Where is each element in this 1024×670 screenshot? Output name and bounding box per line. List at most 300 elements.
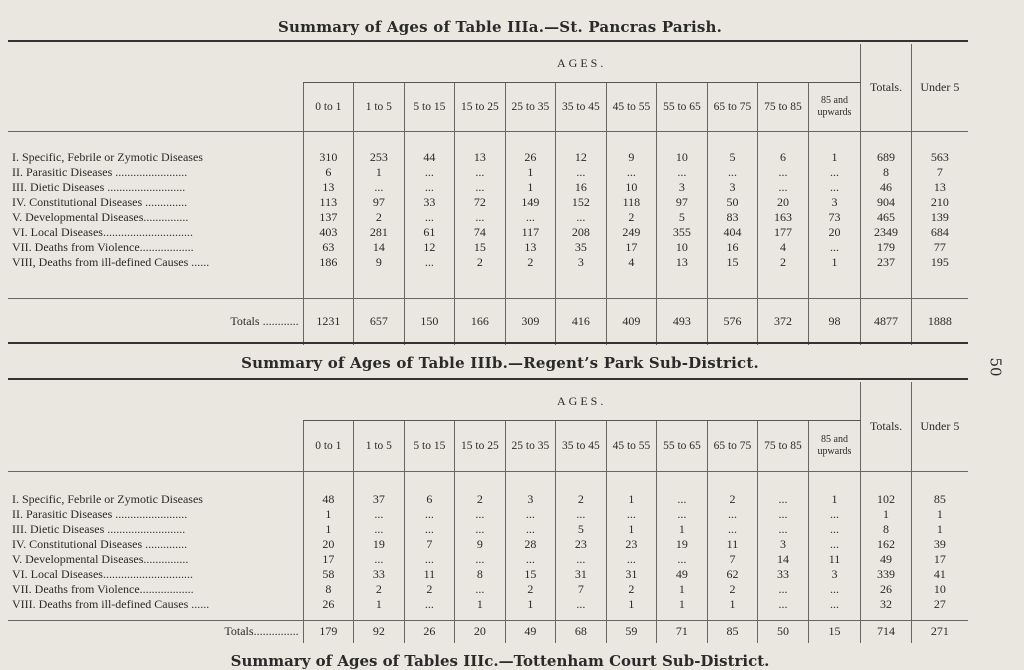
table-cell: ... — [404, 180, 455, 195]
age-column-header: 35 to 45 — [556, 421, 607, 472]
table-row — [8, 582, 968, 597]
table-row — [8, 150, 968, 165]
row-label: I. Specific, Febrile or Zymotic Diseases — [12, 149, 203, 164]
table-cell: ... — [808, 522, 861, 537]
table-cell: ... — [404, 507, 455, 522]
totals-cell: 179 — [303, 620, 354, 643]
table-cell: 2 — [455, 492, 506, 507]
table-row — [8, 255, 968, 270]
ages-header: AGES. — [303, 382, 861, 421]
table-cell: 1 — [657, 582, 708, 597]
table-cell: 20 — [303, 537, 354, 552]
age-column-header: 1 to 5 — [354, 83, 405, 132]
table-b — [8, 382, 968, 643]
table-cell: ... — [657, 492, 708, 507]
table-cell: 2 — [758, 255, 809, 270]
age-column-header: 45 to 55 — [606, 83, 657, 132]
totals-cell: 372 — [758, 298, 809, 345]
table-cell: 7 — [404, 537, 455, 552]
table-cell: 186 — [303, 255, 354, 270]
table-cell: 1 — [707, 597, 758, 612]
table-cell: ... — [758, 180, 809, 195]
table-cell: ... — [455, 522, 506, 537]
table-cell: 1 — [911, 522, 968, 537]
table-cell: 20 — [808, 225, 861, 240]
table-cell: 3 — [657, 180, 708, 195]
table-cell: 50 — [707, 195, 758, 210]
totals-cell: 714 — [861, 620, 912, 643]
table-cell: 2 — [556, 492, 607, 507]
table-cell: ... — [455, 582, 506, 597]
table-cell: 162 — [861, 537, 912, 552]
table-cell: ... — [505, 507, 556, 522]
table-cell: 26 — [303, 597, 354, 612]
table-cell: 7 — [556, 582, 607, 597]
table-cell: ... — [808, 537, 861, 552]
table-cell: 237 — [861, 255, 912, 270]
table-cell: 73 — [808, 210, 861, 225]
table-cell: 20 — [758, 195, 809, 210]
table-cell: 5 — [657, 210, 708, 225]
next-table-title: Summary of Ages of Tables IIIc.—Tottenham Court Sub-District. — [230, 652, 770, 670]
table-cell: 85 — [911, 492, 968, 507]
table-cell: ... — [505, 552, 556, 567]
table-cell: 16 — [556, 180, 607, 195]
table-cell: 23 — [606, 537, 657, 552]
age-column-header: 55 to 65 — [657, 421, 708, 472]
table-cell: 7 — [707, 552, 758, 567]
table-cell: 35 — [556, 240, 607, 255]
table-cell: 2 — [455, 255, 506, 270]
totals-row — [8, 298, 968, 345]
table-cell: 16 — [707, 240, 758, 255]
totals-cell: 416 — [556, 298, 607, 345]
table-cell: ... — [758, 597, 809, 612]
table-cell: 281 — [354, 225, 405, 240]
table-cell: 684 — [911, 225, 968, 240]
table-cell: 118 — [606, 195, 657, 210]
table-row — [8, 492, 968, 507]
table-cell: ... — [505, 210, 556, 225]
table-cell: ... — [808, 180, 861, 195]
table-cell: 10 — [911, 582, 968, 597]
totals-cell: 166 — [455, 298, 506, 345]
age-column-header: 15 to 25 — [455, 421, 506, 472]
table-cell: 1 — [505, 180, 556, 195]
table-cell: 14 — [758, 552, 809, 567]
totals-cell: 1231 — [303, 298, 354, 345]
table-cell: 2 — [606, 210, 657, 225]
table-cell: 1 — [354, 597, 405, 612]
totals-cell: 493 — [657, 298, 708, 345]
table-cell: 2 — [606, 582, 657, 597]
table-cell: 27 — [911, 597, 968, 612]
totals-cell: 50 — [758, 620, 809, 643]
totals-cell: 98 — [808, 298, 861, 345]
table-cell: ... — [404, 255, 455, 270]
table-cell: 13 — [911, 180, 968, 195]
row-label: VIII, Deaths from ill-defined Causes ...... — [12, 254, 210, 269]
row-label: VI. Local Diseases.............................. — [12, 566, 193, 581]
totals-label: Totals............... — [8, 620, 303, 643]
age-column-header: 5 to 15 — [404, 83, 455, 132]
table-cell: 3 — [707, 180, 758, 195]
table-cell: ... — [707, 522, 758, 537]
row-label: III. Dietic Diseases .......................... — [12, 521, 186, 536]
row-label: IV. Constitutional Diseases .............. — [12, 536, 188, 551]
table-cell: 1 — [303, 522, 354, 537]
table-cell: ... — [657, 552, 708, 567]
age-column-header: 65 to 75 — [707, 83, 758, 132]
table-cell: ... — [758, 165, 809, 180]
table-cell: ... — [556, 597, 607, 612]
table-row — [8, 210, 968, 225]
table-cell: 163 — [758, 210, 809, 225]
row-label: VII. Deaths from Violence.................. — [12, 581, 194, 596]
table-cell: 15 — [455, 240, 506, 255]
totals-cell: 49 — [505, 620, 556, 643]
totals-cell: 26 — [404, 620, 455, 643]
table-cell: ... — [455, 552, 506, 567]
table-cell: 41 — [911, 567, 968, 582]
table-cell: ... — [556, 210, 607, 225]
table-cell: 563 — [911, 150, 968, 165]
table-cell: 7 — [911, 165, 968, 180]
table-cell: ... — [404, 522, 455, 537]
table-row — [8, 180, 968, 195]
table-cell: 6 — [758, 150, 809, 165]
table-cell: 2349 — [861, 225, 912, 240]
table-cell: 14 — [354, 240, 405, 255]
table-cell: ... — [808, 597, 861, 612]
table-cell: 62 — [707, 567, 758, 582]
table-cell: 149 — [505, 195, 556, 210]
table-a — [8, 44, 968, 345]
table-cell: 253 — [354, 150, 405, 165]
table-cell: 49 — [657, 567, 708, 582]
table-cell: 2 — [354, 210, 405, 225]
table-cell: 1 — [505, 165, 556, 180]
table-cell: 5 — [556, 522, 607, 537]
table-cell: 1 — [606, 597, 657, 612]
totals-cell: 576 — [707, 298, 758, 345]
table-cell: 2 — [354, 582, 405, 597]
table-cell: ... — [758, 582, 809, 597]
totals-cell: 409 — [606, 298, 657, 345]
table-cell: ... — [606, 552, 657, 567]
table-cell: 339 — [861, 567, 912, 582]
table-cell: ... — [556, 165, 607, 180]
table-cell: 4 — [758, 240, 809, 255]
table-cell: 23 — [556, 537, 607, 552]
table-cell: ... — [707, 507, 758, 522]
table-cell: 17 — [911, 552, 968, 567]
row-label: VII. Deaths from Violence.................. — [12, 239, 194, 254]
age-column-header: 75 to 85 — [758, 83, 809, 132]
table-cell: 152 — [556, 195, 607, 210]
under-5-column-header: Under 5 — [911, 44, 968, 131]
table-row — [8, 165, 968, 180]
table-cell: ... — [404, 597, 455, 612]
table-cell: 26 — [861, 582, 912, 597]
row-label: II. Parasitic Diseases ........................ — [12, 164, 188, 179]
age-column-header: 15 to 25 — [455, 83, 506, 132]
age-column-header: 25 to 35 — [505, 83, 556, 132]
table-cell: 61 — [404, 225, 455, 240]
table-cell: 13 — [455, 150, 506, 165]
table-cell: 9 — [455, 537, 506, 552]
totals-cell: 271 — [911, 620, 968, 643]
table-cell: 10 — [657, 240, 708, 255]
age-column-header: 0 to 1 — [303, 421, 354, 472]
table-row — [8, 507, 968, 522]
table-cell: ... — [758, 507, 809, 522]
table-cell: 83 — [707, 210, 758, 225]
table-cell: 15 — [505, 567, 556, 582]
table-cell: 1 — [606, 522, 657, 537]
table-cell: 102 — [861, 492, 912, 507]
table-cell: 74 — [455, 225, 506, 240]
table-cell: ... — [404, 552, 455, 567]
table-cell: ... — [455, 165, 506, 180]
row-label: V. Developmental Diseases............... — [12, 209, 189, 224]
table-cell: 10 — [606, 180, 657, 195]
table-cell: 3 — [556, 255, 607, 270]
table-cell: 12 — [556, 150, 607, 165]
table-cell: 31 — [606, 567, 657, 582]
table-row — [8, 195, 968, 210]
age-column-header: 5 to 15 — [404, 421, 455, 472]
table-cell: ... — [606, 165, 657, 180]
table-b-title: Summary of Ages of Table IIIb.—Regent’s Park Sub-District. — [241, 354, 759, 372]
table-cell: 1 — [455, 597, 506, 612]
table-cell: 5 — [707, 150, 758, 165]
table-cell: ... — [707, 165, 758, 180]
age-column-header: 35 to 45 — [556, 83, 607, 132]
table-cell: ... — [808, 507, 861, 522]
table-cell: ... — [657, 507, 708, 522]
table-cell: 31 — [556, 567, 607, 582]
table-cell: 404 — [707, 225, 758, 240]
table-cell: 19 — [354, 537, 405, 552]
table-cell: 13 — [505, 240, 556, 255]
table-cell: 210 — [911, 195, 968, 210]
table-cell: 32 — [861, 597, 912, 612]
table-cell: 310 — [303, 150, 354, 165]
row-label: VI. Local Diseases.............................. — [12, 224, 193, 239]
table-a-title: Summary of Ages of Table IIIa.—St. Pancras Parish. — [277, 18, 723, 36]
age-column-header: 1 to 5 — [354, 421, 405, 472]
row-label: II. Parasitic Diseases ........................ — [12, 506, 188, 521]
table-cell: 8 — [455, 567, 506, 582]
table-cell: ... — [455, 507, 506, 522]
table-cell: 1 — [657, 522, 708, 537]
table-a-top-rule — [8, 40, 968, 42]
table-cell: ... — [455, 210, 506, 225]
ages-header: AGES. — [303, 44, 861, 83]
table-cell: ... — [354, 180, 405, 195]
table-cell: 1 — [657, 597, 708, 612]
table-cell: 113 — [303, 195, 354, 210]
table-cell: 208 — [556, 225, 607, 240]
table-cell: 2 — [707, 492, 758, 507]
table-cell: 1 — [861, 507, 912, 522]
table-cell: 137 — [303, 210, 354, 225]
table-cell: 8 — [303, 582, 354, 597]
table-cell: 11 — [707, 537, 758, 552]
table-cell: ... — [808, 582, 861, 597]
table-cell: 97 — [354, 195, 405, 210]
totals-cell: 15 — [808, 620, 861, 643]
table-row — [8, 567, 968, 582]
table-cell: 249 — [606, 225, 657, 240]
table-cell: 1 — [911, 507, 968, 522]
table-row — [8, 522, 968, 537]
table-cell: 6 — [303, 165, 354, 180]
table-cell: ... — [354, 522, 405, 537]
table-cell: ... — [606, 507, 657, 522]
table-cell: 2 — [505, 255, 556, 270]
totals-column-header: Totals. — [861, 44, 912, 131]
table-cell: 8 — [861, 165, 912, 180]
table-cell: 355 — [657, 225, 708, 240]
totals-cell: 59 — [606, 620, 657, 643]
table-cell: ... — [657, 165, 708, 180]
table-cell: 37 — [354, 492, 405, 507]
row-label: III. Dietic Diseases .......................... — [12, 179, 186, 194]
row-label: I. Specific, Febrile or Zymotic Diseases — [12, 491, 203, 506]
totals-cell: 68 — [556, 620, 607, 643]
age-column-header: 0 to 1 — [303, 83, 354, 132]
table-cell: 19 — [657, 537, 708, 552]
totals-cell: 1888 — [911, 298, 968, 345]
table-cell: 3 — [808, 195, 861, 210]
table-cell: 11 — [808, 552, 861, 567]
table-cell: 13 — [303, 180, 354, 195]
table-cell: 2 — [707, 582, 758, 597]
table-cell: 17 — [606, 240, 657, 255]
table-cell: 12 — [404, 240, 455, 255]
age-column-header: 45 to 55 — [606, 421, 657, 472]
age-column-header: 55 to 65 — [657, 83, 708, 132]
page-number: 50 — [986, 357, 1005, 377]
totals-cell: 85 — [707, 620, 758, 643]
table-cell: 4 — [606, 255, 657, 270]
table-cell: ... — [455, 180, 506, 195]
table-cell: 3 — [505, 492, 556, 507]
table-cell: ... — [808, 240, 861, 255]
age-column-header: 85 and upwards — [808, 421, 861, 472]
age-column-header: 75 to 85 — [758, 421, 809, 472]
table-cell: 904 — [861, 195, 912, 210]
totals-column-header: Totals. — [861, 382, 912, 471]
age-column-header: 85 and upwards — [808, 83, 861, 132]
table-cell: 177 — [758, 225, 809, 240]
totals-cell: 309 — [505, 298, 556, 345]
table-cell: 63 — [303, 240, 354, 255]
table-cell: 26 — [505, 150, 556, 165]
row-label: IV. Constitutional Diseases .............. — [12, 194, 188, 209]
table-cell: ... — [404, 210, 455, 225]
table-cell: 2 — [505, 582, 556, 597]
table-cell: 9 — [354, 255, 405, 270]
table-cell: 195 — [911, 255, 968, 270]
table-cell: 1 — [505, 597, 556, 612]
totals-cell: 20 — [455, 620, 506, 643]
age-column-header: 25 to 35 — [505, 421, 556, 472]
table-cell: 72 — [455, 195, 506, 210]
table-cell: 465 — [861, 210, 912, 225]
table-cell: 39 — [911, 537, 968, 552]
totals-cell: 92 — [354, 620, 405, 643]
totals-label: Totals ............ — [8, 298, 303, 345]
totals-cell: 657 — [354, 298, 405, 345]
table-cell: 403 — [303, 225, 354, 240]
table-cell: 1 — [606, 492, 657, 507]
table-cell: ... — [808, 165, 861, 180]
table-cell: ... — [505, 522, 556, 537]
table-cell: 58 — [303, 567, 354, 582]
table-cell: 77 — [911, 240, 968, 255]
table-cell: 33 — [758, 567, 809, 582]
table-cell: 33 — [354, 567, 405, 582]
table-cell: 1 — [808, 255, 861, 270]
table-cell: ... — [404, 165, 455, 180]
table-row — [8, 552, 968, 567]
totals-row — [8, 620, 968, 643]
table-row — [8, 597, 968, 612]
table-cell: 11 — [404, 567, 455, 582]
table-cell: 17 — [303, 552, 354, 567]
table-cell: 2 — [404, 582, 455, 597]
table-cell: 44 — [404, 150, 455, 165]
table-b-top-rule-upper — [8, 342, 968, 344]
table-cell: 9 — [606, 150, 657, 165]
table-cell: 139 — [911, 210, 968, 225]
row-label: VIII. Deaths from ill-defined Causes ...... — [12, 596, 210, 611]
table-cell: ... — [354, 507, 405, 522]
table-cell: 97 — [657, 195, 708, 210]
table-cell: ... — [556, 507, 607, 522]
table-cell: 49 — [861, 552, 912, 567]
totals-cell: 150 — [404, 298, 455, 345]
table-cell: 179 — [861, 240, 912, 255]
table-cell: 1 — [303, 507, 354, 522]
table-cell: 28 — [505, 537, 556, 552]
table-cell: 15 — [707, 255, 758, 270]
age-column-header: 65 to 75 — [707, 421, 758, 472]
totals-cell: 71 — [657, 620, 708, 643]
totals-cell: 4877 — [861, 298, 912, 345]
table-cell: 1 — [808, 492, 861, 507]
table-b-top-rule — [8, 378, 968, 380]
table-cell: 1 — [354, 165, 405, 180]
under-5-column-header: Under 5 — [911, 382, 968, 471]
table-row — [8, 225, 968, 240]
table-cell: 3 — [808, 567, 861, 582]
table-cell: ... — [758, 492, 809, 507]
table-row — [8, 537, 968, 552]
table-cell: 33 — [404, 195, 455, 210]
table-cell: 13 — [657, 255, 708, 270]
table-cell: 48 — [303, 492, 354, 507]
table-cell: 3 — [758, 537, 809, 552]
table-cell: 6 — [404, 492, 455, 507]
table-row — [8, 240, 968, 255]
table-cell: ... — [556, 552, 607, 567]
row-label: V. Developmental Diseases............... — [12, 551, 189, 566]
table-cell: 46 — [861, 180, 912, 195]
